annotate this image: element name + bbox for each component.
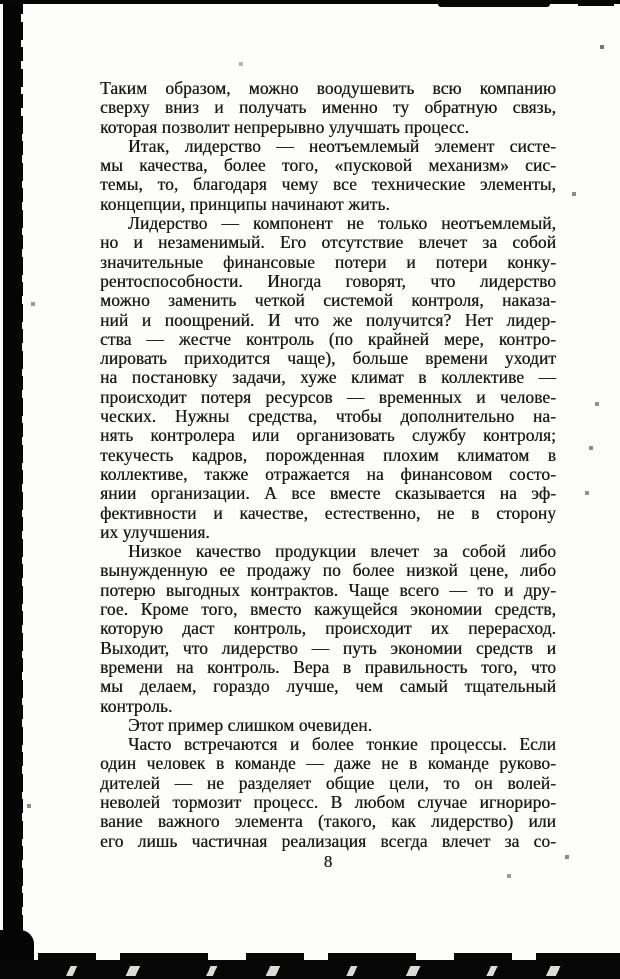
scan-edge-bottom (0, 960, 620, 979)
text-line: на постановку задачи, хуже климат в коллективе — (100, 367, 556, 388)
text-line: лировать приходится чаще), больше времени уходит (100, 348, 556, 369)
text-line: гое. Кроме того, вместо кажущейся экономии средств, (100, 599, 556, 620)
text-line: происходит потеря ресурсов — временных и челове- (100, 386, 556, 407)
text-line: ний и поощрений. И что же получится? Нет лидер- (100, 309, 556, 330)
text-line: Выходит, что лидерство — путь экономии средств и (100, 637, 556, 658)
text-line: которая позволит непрерывно улучшать процесс. (100, 116, 469, 137)
text-line: Часто встречаются и более тонкие процессы. Если (128, 734, 556, 755)
text-line: коллективе, также отражается на финансовом состо- (100, 463, 556, 484)
text-line: концепции, принципы начинают жить. (100, 193, 390, 214)
text-line: его лишь частичная реализация всегда влечет за со- (100, 830, 556, 851)
text-line: Таким образом, можно воодушевить всю компанию (100, 78, 556, 98)
text-line: контроль. (100, 695, 173, 716)
text-line: но и незаменимый. Его отсутствие влечет за собой (100, 232, 556, 253)
scan-edge-top-segment (438, 0, 550, 7)
text-line: которую даст контроль, происходит их перерасход. (100, 618, 556, 639)
text-line: вание важного элемента (такого, как лидерство) или (100, 811, 556, 832)
text-line: мы качества, более того, «пусковой механизм» сис- (100, 155, 556, 176)
body-text (100, 79, 556, 871)
scan-edge-top-right (578, 0, 614, 6)
text-line: один человек в команде — даже не в команде руково- (100, 753, 556, 774)
text-line: времени на контроль. Вера в правильность того, что (100, 656, 556, 677)
text-line: их улучшения. (100, 521, 210, 542)
text-line: сверху вниз и получать именно ту обратную связь, (100, 97, 556, 118)
text-line: янии организации. А все вместе сказывается на эф- (100, 483, 556, 504)
text-line: темы, то, благодаря чему все технические элементы, (100, 174, 556, 195)
text-line: потерю выгодных контрактов. Чаще всего — то и дру- (100, 579, 556, 600)
text-line: фективности и качестве, естественно, не в сторону (100, 502, 556, 523)
text-line: ческих. Нужны средства, чтобы дополнительно на- (100, 406, 556, 427)
text-line: Лидерство — компонент не только неотъемлемый, (128, 213, 556, 234)
text-line: Итак, лидерство — неотъемлемый элемент систе- (128, 135, 556, 156)
page-number: 8 (323, 851, 333, 871)
text-line: мы делаем, гораздо лучше, чем самый тщательный (100, 676, 556, 697)
text-line: рентоспособности. Иногда говорят, что лидерство (100, 270, 556, 291)
text-line: дителей — не разделяет общие цели, то он волей- (100, 772, 556, 793)
text-line: Этот пример слишком очевиден. (128, 714, 373, 735)
text-line: ства — жестче контроль (по крайней мере, контро- (100, 328, 556, 349)
text-line: Низкое качество продукции влечет за собой либо (128, 541, 556, 562)
text-line: можно заменить четкой системой контроля, наказа- (100, 290, 556, 311)
text-line: неволей тормозит процесс. В любом случае игнориро- (100, 791, 556, 812)
text-line: текучесть кадров, порожденная плохим климатом в (100, 444, 556, 465)
text-line: вынужденную ее продажу по более низкой цене, либо (100, 560, 556, 581)
text-line: нять контролера или организовать службу контроля; (100, 425, 556, 446)
scan-noise-speckles (0, 0, 2, 2)
scan-edge-left (3, 0, 21, 962)
text-line: значительные финансовые потери и потери конку- (100, 251, 556, 272)
